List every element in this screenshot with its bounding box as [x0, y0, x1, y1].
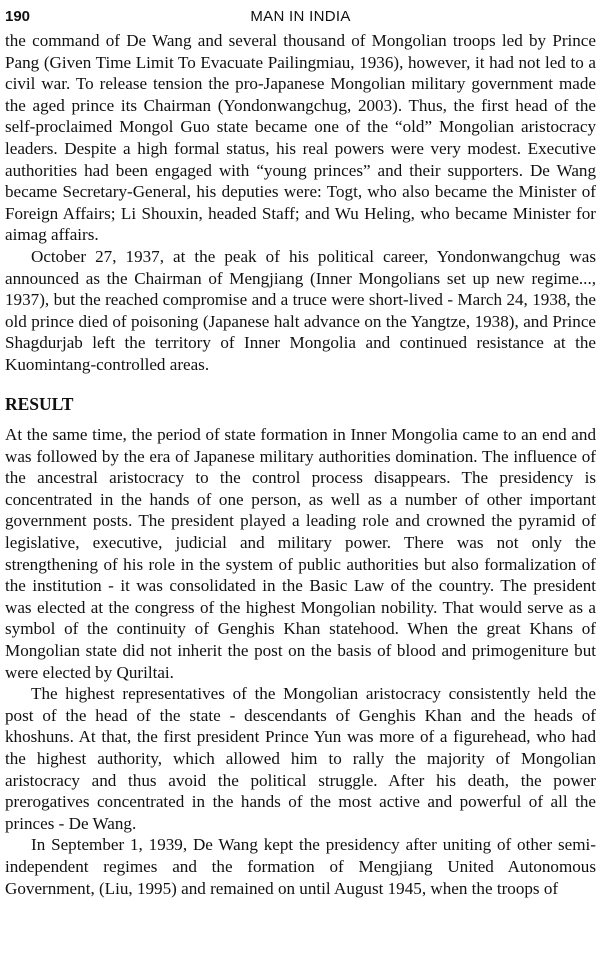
page-number: 190: [5, 8, 31, 25]
document-page: [5, 0, 596, 899]
section-heading: RESULT: [5, 393, 74, 414]
paragraph: the command of De Wang and several thousand of Mongolian troops led by Prince Pang (Given Time Limit To Evacuate Pailingmiau, 1936), however, it had not led to a civil war. To release tension the pro-Japanese Mongolian military government made the aged prince its Chairman (Yondonwangchug, 2003). Thus, the first head of the self-proclaimed Mongol Guo state became one of the “old” Mongolian aristocracy leaders. Despite a high formal status, his real powers were very modest. Executive authorities had been engaged with “young princes” and their supporters. De Wang became Secretary-General, his deputies were: Togt, who also became the Minister of Foreign Affairs; Li Shouxin, headed Staff; and Wu Heling, who became Minister for aimag affairs.: [5, 31, 596, 245]
paragraph: In September 1, 1939, De Wang kept the presidency after uniting of other semi-independent regimes and the formation of Mengjiang United Autonomous Government, (Liu, 1995) and remained on until August 1945, when the troops of: [5, 835, 596, 898]
paragraph: October 27, 1937, at the peak of his political career, Yondonwangchug was announced as the Chairman of Mengjiang (Inner Mongolians set up new regime..., 1937), but the reached compromise and a truce were short-lived - March 24, 1938, the old prince died of poisoning (Japanese halt advance on the Yangtze, 1938), and Prince Shagdurjab left the territory of Inner Mongolia and continued resistance at the Kuomintang-controlled areas.: [5, 246, 596, 374]
article-body: [5, 30, 596, 899]
paragraph: At the same time, the period of state formation in Inner Mongolia came to an end and was followed by the era of Japanese military authorities domination. The influence of the ancestral aristocracy to the control process disappears. The presidency is concentrated in the hands of one person, as well as a number of other important government posts. The president played a leading role and crowned the pyramid of legislative, executive, judicial and military power. There was not only the strengthening of his role in the system of public authorities but also formalization of the institution - it was consolidated in the Basic Law of the country. The president was elected at the congress of the highest Mongolian nobility. That would serve as a symbol of the continuity of Genghis Khan statehood. When the great Khans of Mongolian state did not inherit the post on the basis of blood and primogeniture but were elected by Quriltai.: [5, 425, 596, 682]
journal-title: MAN IN INDIA: [250, 8, 351, 25]
running-header: [5, 0, 596, 30]
paragraph: The highest representatives of the Mongolian aristocracy consistently held the post of the head of the state - descendants of Genghis Khan and the heads of khoshuns. At that, the first president Prince Yun was more of a figurehead, who had the highest authority, which allowed him to rally the majority of Mongolian aristocracy and thus avoid the political struggle. After his death, the power prerogatives concentrated in the hands of the most active and powerful of all the princes - De Wang.: [5, 684, 596, 833]
